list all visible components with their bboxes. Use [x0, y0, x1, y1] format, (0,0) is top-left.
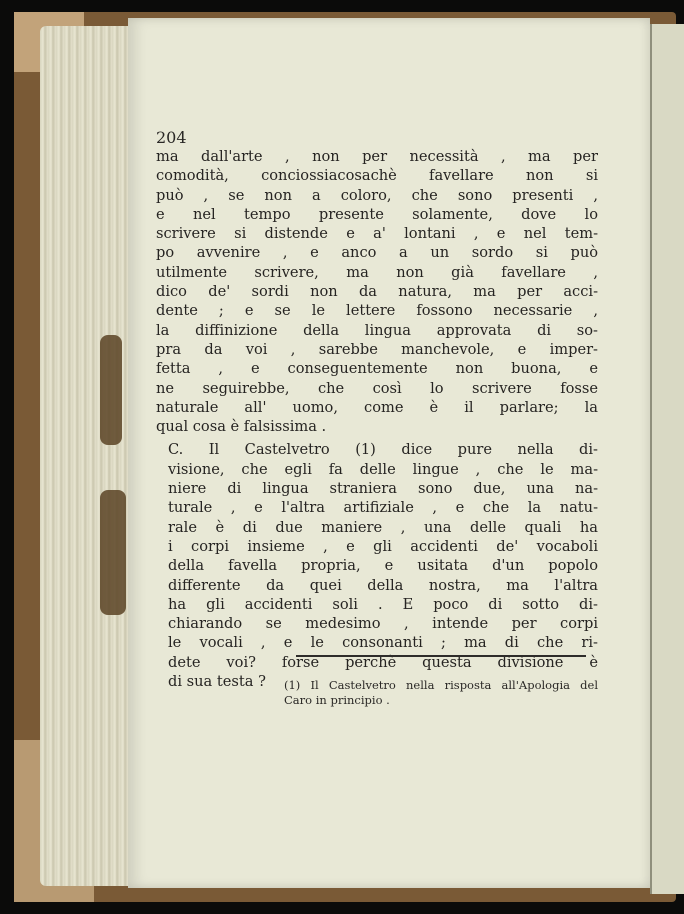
facing-page-edge [650, 24, 684, 894]
page-edges-stack [40, 26, 136, 886]
text-line: ne seguirebbe, che così lo scrivere fosse [156, 379, 598, 397]
text-line: ma dall'arte , non per necessità , ma per [156, 148, 598, 165]
footnote-rule [296, 655, 586, 657]
paragraph-2 [156, 440, 598, 691]
text-line: rale è di due maniere , una delle quali ha [168, 518, 598, 536]
text-line: i corpi insieme , e gli accidenti de' vocaboli [168, 537, 598, 555]
body-text [156, 147, 598, 691]
text-line: naturale all' uomo, come è il parlare; la [156, 398, 598, 416]
damage-stain [100, 490, 126, 615]
text-line: e nel tempo presente solamente, dove lo [156, 205, 598, 223]
text-line: ha gli accidenti soli . E poco di sotto di- [168, 595, 598, 613]
text-line: pra da voi , sarebbe manchevole, e imper- [156, 340, 598, 358]
text-line: fetta , e conseguentemente non buona, e [156, 360, 598, 378]
text-line: può , se non a coloro, che sono presenti , [156, 186, 598, 204]
text-line: Caro in principio . [284, 693, 390, 707]
text-line: scrivere si distende e a' lontani , e nel tem- [156, 225, 598, 243]
text-line: utilmente scrivere, ma non già favellare , [156, 263, 598, 281]
text-line: turale , e l'altra artifiziale , e che la natu- [168, 499, 598, 517]
damage-stain [100, 335, 122, 445]
text-line: le vocali , e le consonanti ; ma di che ri- [168, 634, 598, 652]
page-number: 204 [156, 128, 187, 147]
text-line: dico de' sordi non da natura, ma per acci- [156, 283, 598, 301]
text-line: differente da quei della nostra, ma l'altra [168, 576, 598, 594]
text-line: della favella propria, e usitata d'un popolo [168, 557, 598, 575]
text-line: chiarando se medesimo , intende per corpi [168, 615, 598, 633]
footnote [284, 678, 598, 708]
text-line: qual cosa è falsissima . [156, 418, 327, 436]
text-line: comodità, conciossiacosachè favellare non si [156, 167, 598, 185]
text-line: visione, che egli fa delle lingue , che le ma- [168, 460, 598, 478]
text-line: la diffinizione della lingua approvata di so- [156, 321, 598, 339]
text-line: dente ; e se le lettere fossono necessarie , [156, 302, 598, 320]
paragraph-1 [156, 147, 598, 436]
text-line: po avvenire , e anco a un sordo si può [156, 244, 598, 262]
text-line: di sua testa ? [168, 673, 266, 691]
text-line: niere di lingua straniera sono due, una na- [168, 480, 598, 498]
text-line: C. Il Castelvetro (1) dice pure nella di- [168, 441, 598, 459]
text-line: (1) Il Castelvetro nella risposta all'Apologia del [284, 678, 598, 692]
text-line: dete voi? forse perchè questa divisione è [168, 653, 598, 671]
